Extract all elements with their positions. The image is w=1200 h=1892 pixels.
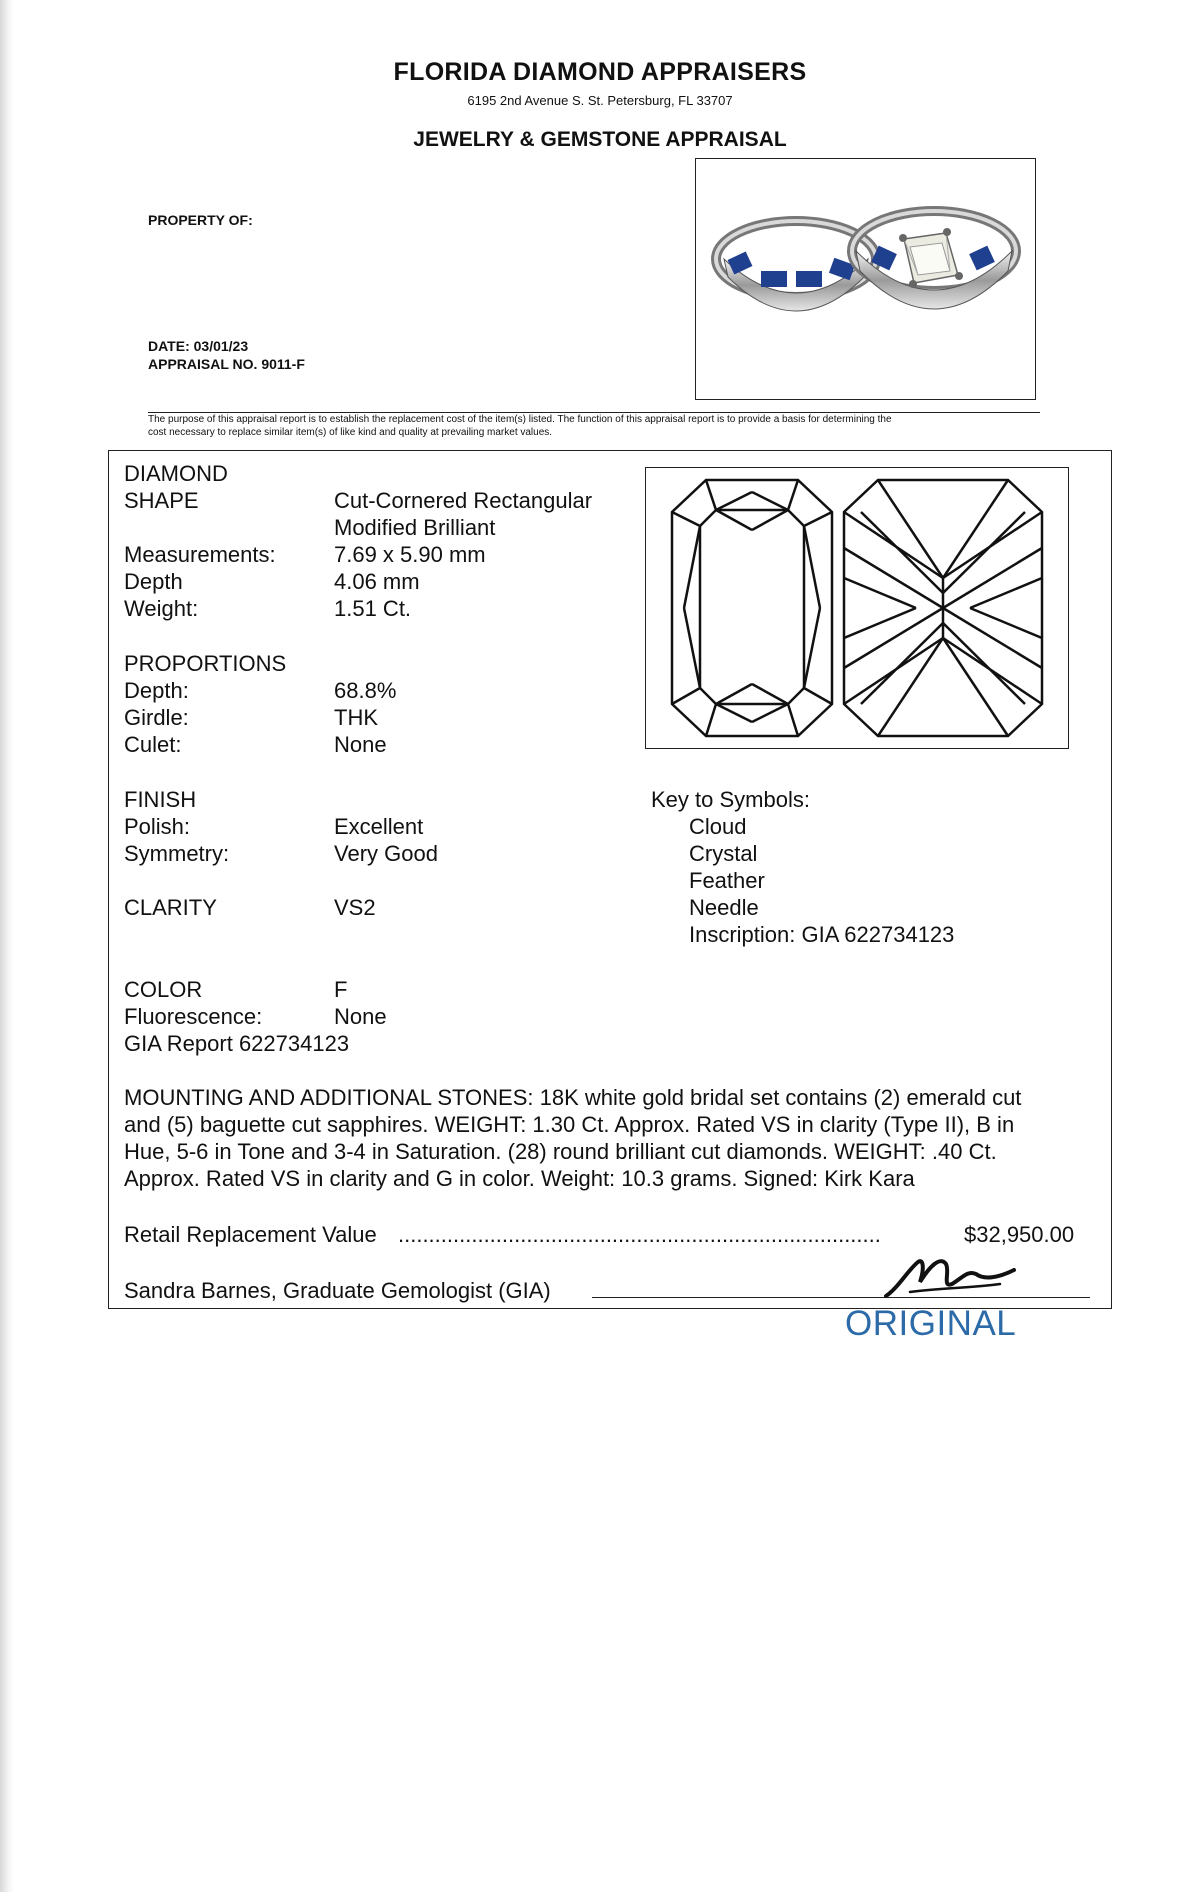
measurements-value: 7.69 x 5.90 mm [334, 542, 486, 567]
purpose-statement [148, 413, 1048, 439]
shape-value-1: Cut-Cornered Rectangular [334, 488, 593, 513]
polish-value: Excellent [334, 814, 424, 839]
replacement-value-amount: $32,950.00 [964, 1222, 1075, 1247]
original-stamp: ORIGINAL [845, 1304, 1017, 1343]
mounting-line-2: and (5) baguette cut sapphires. WEIGHT: 1.30 Ct. Approx. Rated VS in clarity (Type II), B in [124, 1112, 1015, 1137]
proportion-depth-label: Depth: [124, 678, 189, 703]
color-label: COLOR [124, 977, 203, 1002]
depth-label: Depth [124, 569, 183, 594]
key-item-cloud: Cloud [689, 814, 747, 839]
clarity-value: VS2 [334, 895, 376, 920]
mounting-line-1: MOUNTING AND ADDITIONAL STONES: 18K white gold bridal set contains (2) emerald cut [124, 1085, 1022, 1110]
appraiser-name: Sandra Barnes, Graduate Gemologist (GIA) [124, 1278, 551, 1303]
fluorescence-label: Fluorescence: [124, 1004, 263, 1029]
mounting-line-4: Approx. Rated VS in clarity and G in color. Weight: 10.3 grams. Signed: Kirk Kara [124, 1166, 915, 1191]
report-title: JEWELRY & GEMSTONE APPRAISAL [413, 128, 787, 151]
property-of-label: PROPERTY OF: [148, 212, 253, 228]
culet-value: None [334, 732, 387, 757]
polish-label: Polish: [124, 814, 191, 839]
girdle-value: THK [334, 705, 378, 730]
company-name: FLORIDA DIAMOND APPRAISERS [393, 58, 807, 86]
signature-icon [880, 1248, 1020, 1304]
appraisal-number: APPRAISAL NO. 9011-F [148, 356, 305, 372]
symmetry-value: Very Good [334, 841, 438, 866]
facet-diagram-pavilion-icon [844, 480, 1042, 736]
facet-diagram-crown-icon [672, 480, 832, 736]
color-value: F [334, 977, 348, 1002]
key-item-crystal: Crystal [689, 841, 758, 866]
key-item-feather: Feather [689, 868, 765, 893]
measurements-label: Measurements: [124, 542, 276, 567]
symmetry-label: Symmetry: [124, 841, 230, 866]
depth-value: 4.06 mm [334, 569, 420, 594]
replacement-value-label: Retail Replacement Value [124, 1222, 377, 1247]
key-heading: Key to Symbols: [651, 787, 810, 812]
proportion-depth-value: 68.8% [334, 678, 397, 703]
gia-report: GIA Report 622734123 [124, 1031, 350, 1056]
appraisal-date: DATE: 03/01/23 [148, 338, 249, 354]
value-leader-dots: ............................................................................... [398, 1222, 881, 1247]
ring-photo-icon [696, 159, 1036, 400]
company-address: 6195 2nd Avenue S. St. Petersburg, FL 33707 [467, 93, 733, 108]
key-item-inscription: Inscription: GIA 622734123 [689, 922, 955, 947]
purpose-line-1: The purpose of this appraisal report is to establish the replacement cost of the item(s) listed. The function of this appraisal report is to provide a basis for determining the [148, 414, 892, 425]
finish-heading: FINISH [124, 787, 197, 812]
proportions-heading: PROPORTIONS [124, 651, 287, 676]
purpose-line-2: cost necessary to replace similar item(s) of like kind and quality at prevailing market values. [148, 427, 553, 438]
scan-edge [0, 0, 14, 1892]
facet-diagram-box [645, 467, 1069, 749]
shape-label: SHAPE [124, 488, 199, 513]
mounting-line-3: Hue, 5-6 in Tone and 3-4 in Saturation. (28) round brilliant cut diamonds. WEIGHT: .40 Ct. [124, 1139, 997, 1164]
mounting-description [124, 1084, 1099, 1192]
key-item-needle: Needle [689, 895, 759, 920]
clarity-label: CLARITY [124, 895, 217, 920]
diamond-heading: DIAMOND [124, 461, 228, 486]
facet-diagram-icon [646, 468, 1070, 750]
weight-label: Weight: [124, 596, 199, 621]
weight-value: 1.51 Ct. [334, 596, 412, 621]
fluorescence-value: None [334, 1004, 387, 1029]
ring-photo [695, 158, 1036, 400]
culet-label: Culet: [124, 732, 182, 757]
shape-value-2: Modified Brilliant [334, 515, 496, 540]
girdle-label: Girdle: [124, 705, 189, 730]
